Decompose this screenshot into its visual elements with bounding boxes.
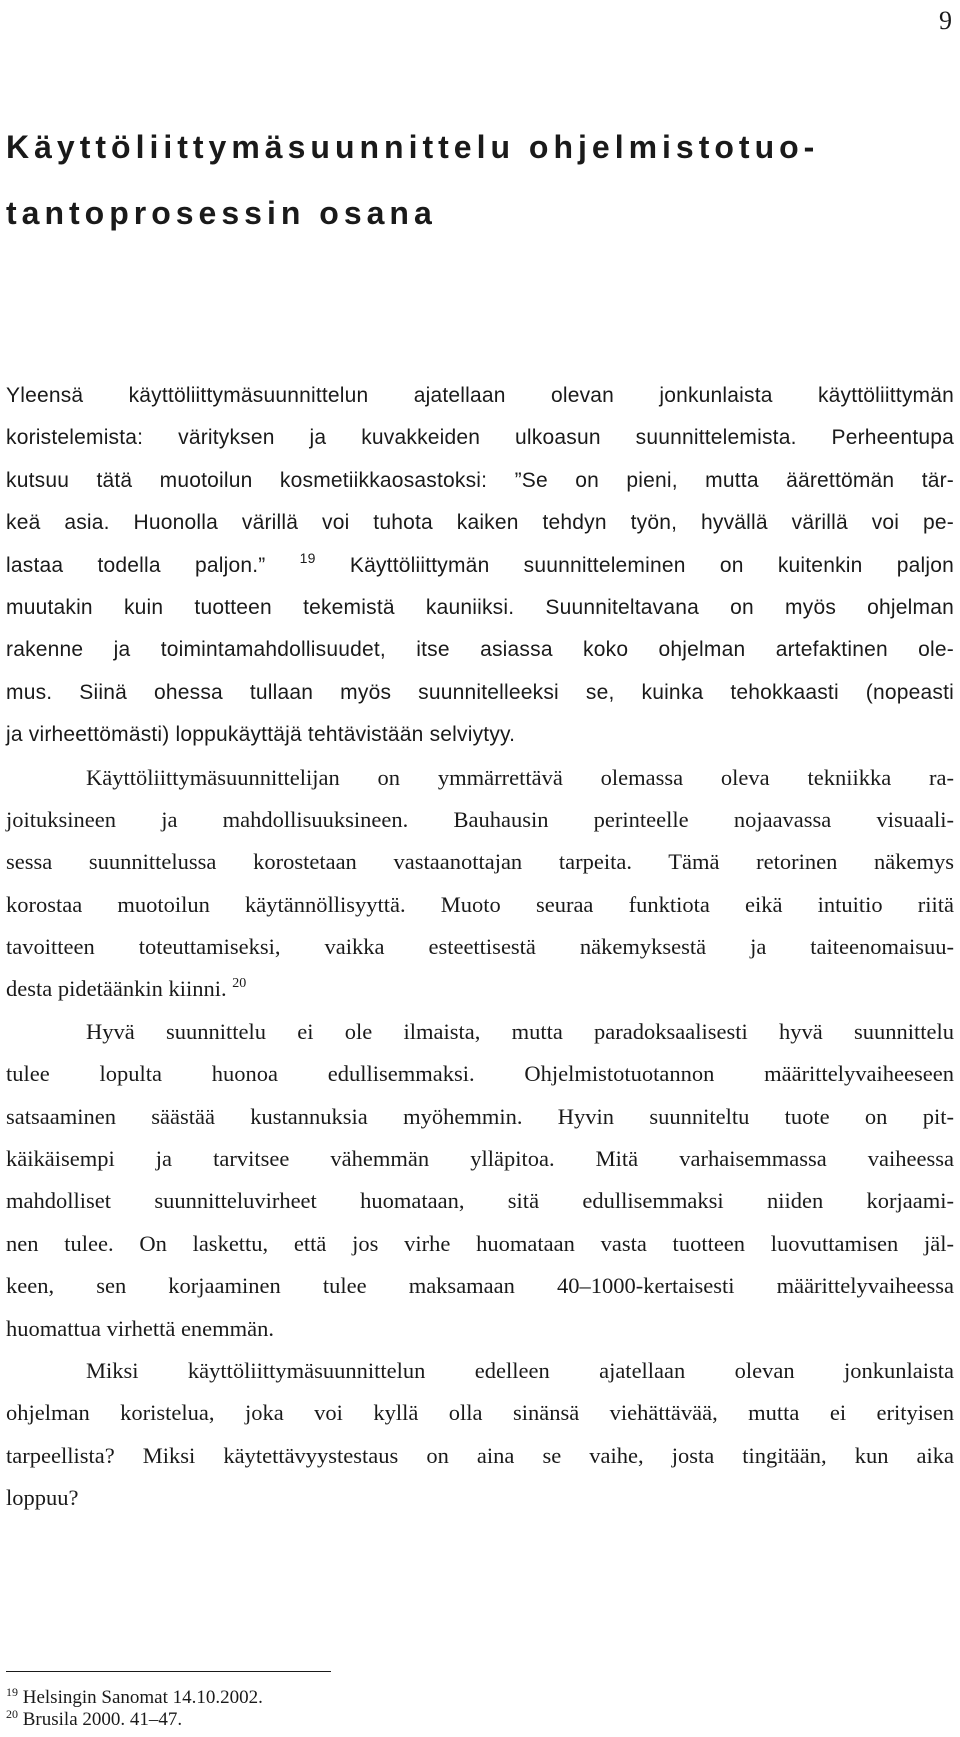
text-line [6, 1223, 954, 1265]
text-segment: ja virheettömästi) loppukäyttäjä tehtävistään selviytyy. [6, 723, 516, 747]
body-text [6, 375, 954, 1520]
paragraph [6, 375, 954, 757]
chapter-title-line-2: tantoprosessin osana [6, 195, 437, 231]
text-segment: keen, sen korjaaminen tulee maksamaan 40–1000-kertaisesti määrittelyvaiheessa [6, 1273, 954, 1299]
text-line [6, 926, 954, 968]
footnote-reference: 19 [299, 549, 316, 566]
text-segment: tarpeellista? Miksi käytettävyystestaus on aina se vaihe, josta tingitään, kun aika [6, 1442, 954, 1468]
text-segment: rakenne ja toimintamahdollisuudet, itse asiassa koko ohjelman artefaktinen ole- [6, 638, 954, 662]
text-line [6, 757, 954, 799]
text-line [6, 1180, 954, 1222]
text-line [6, 1011, 954, 1053]
text-segment: sessa suunnittelussa korostetaan vastaanottajan tarpeita. Tämä retorinen näkemys [6, 849, 954, 875]
text-segment: Miksi käyttöliittymäsuunnittelun edelleen ajatellaan olevan jonkunlaista [86, 1357, 954, 1383]
text-segment: Käyttöliittymän suunnitteleminen on kuitenkin paljon [349, 553, 954, 577]
footnote-number: 20 [6, 1707, 18, 1721]
footnote-separator [6, 1671, 331, 1672]
paragraph [6, 1350, 954, 1520]
text-segment: huomattua virhettä enemmän. [6, 1315, 275, 1341]
footnote-number: 19 [6, 1685, 18, 1699]
paragraph [6, 757, 954, 1011]
text-segment: mus. Siinä ohessa tullaan myös suunnitelleeksi se, kuinka tehokkaasti (nopeasti [6, 680, 954, 704]
text-segment: tavoitteen toteuttamiseksi, vaikka esteettisestä näkemyksestä ja taiteenomaisuu- [6, 934, 954, 960]
footnote-20 [6, 1709, 263, 1731]
text-segment: tulee lopulta huonoa edullisemmaksi. Ohjelmistotuotannon määrittelyvaiheeseen [6, 1061, 954, 1087]
text-line [6, 417, 954, 459]
chapter-title [6, 114, 946, 246]
text-line [6, 587, 954, 629]
text-line [6, 1350, 954, 1392]
text-line [6, 460, 954, 502]
text-line [6, 1477, 954, 1519]
text-line [6, 1138, 954, 1180]
text-segment: nen tulee. On laskettu, että jos virhe huomataan vasta tuotteen luovuttamisen jäl- [6, 1230, 954, 1256]
page-number: 9 [939, 6, 952, 35]
text-line [6, 502, 954, 544]
footnote-19 [6, 1687, 263, 1709]
paragraph [6, 1011, 954, 1350]
text-segment: ohjelman koristelua, joka voi kyllä olla sinänsä viehättävää, mutta ei erityisen [6, 1400, 954, 1426]
text-line [6, 375, 954, 417]
text-segment: koristelemista: värityksen ja kuvakkeiden ulkoasun suunnittelemista. Perheentupa [6, 426, 954, 450]
text-segment: Yleensä käyttöliittymäsuunnittelun ajatellaan olevan jonkunlaista käyttöliittymän [6, 384, 954, 407]
chapter-title-line-1: Käyttöliittymäsuunnittelu ohjelmistotuo- [6, 129, 820, 165]
text-line [6, 1265, 954, 1307]
text-segment: kutsuu tätä muotoilun kosmetiikkaosastoksi: ”Se on pieni, mutta äärettömän tär- [6, 468, 954, 492]
text-line [6, 1053, 954, 1095]
text-line [6, 545, 954, 587]
footnote-reference: 20 [232, 976, 247, 992]
text-line [6, 799, 954, 841]
text-line [6, 629, 954, 671]
footnote-text: Brusila 2000. 41–47. [22, 1709, 183, 1730]
text-segment: desta pidetäänkin kiinni. [6, 976, 227, 1002]
text-line [6, 1435, 954, 1477]
text-segment: loppuu? [6, 1485, 79, 1511]
text-line [6, 672, 954, 714]
text-line [6, 841, 954, 883]
text-segment: käikäisempi ja tarvitsee vähemmän ylläpitoa. Mitä varhaisemmassa vaiheessa [6, 1146, 954, 1172]
text-segment: muutakin kuin tuotteen tekemistä kauniiksi. Suunniteltavana on myös ohjelman [6, 595, 954, 619]
text-segment: lastaa todella paljon.” [6, 553, 266, 577]
footnotes [6, 1687, 263, 1731]
text-line [6, 968, 954, 1010]
text-segment: Käyttöliittymäsuunnittelijan on ymmärrettävä olemassa oleva tekniikka ra- [86, 764, 954, 790]
text-line [6, 1392, 954, 1434]
text-segment: Hyvä suunnittelu ei ole ilmaista, mutta paradoksaalisesti hyvä suunnittelu [86, 1018, 954, 1044]
text-line [6, 1096, 954, 1138]
footnote-text: Helsingin Sanomat 14.10.2002. [22, 1687, 263, 1708]
text-line [6, 884, 954, 926]
text-segment: korostaa muotoilun käytännöllisyyttä. Muoto seuraa funktiota eikä intuitio riitä [6, 891, 954, 917]
text-line [6, 714, 954, 756]
text-segment: mahdolliset suunnitteluvirheet huomataan, sitä edullisemmaksi niiden korjaami- [6, 1188, 954, 1214]
text-segment: satsaaminen säästää kustannuksia myöhemmin. Hyvin suunniteltu tuote on pit- [6, 1103, 954, 1129]
text-line [6, 1308, 954, 1350]
text-segment: keä asia. Huonolla värillä voi tuhota kaiken tehdyn työn, hyvällä värillä voi pe- [6, 511, 954, 535]
text-segment: joituksineen ja mahdollisuuksineen. Bauhausin perinteelle nojaavassa visuaali- [6, 806, 954, 832]
